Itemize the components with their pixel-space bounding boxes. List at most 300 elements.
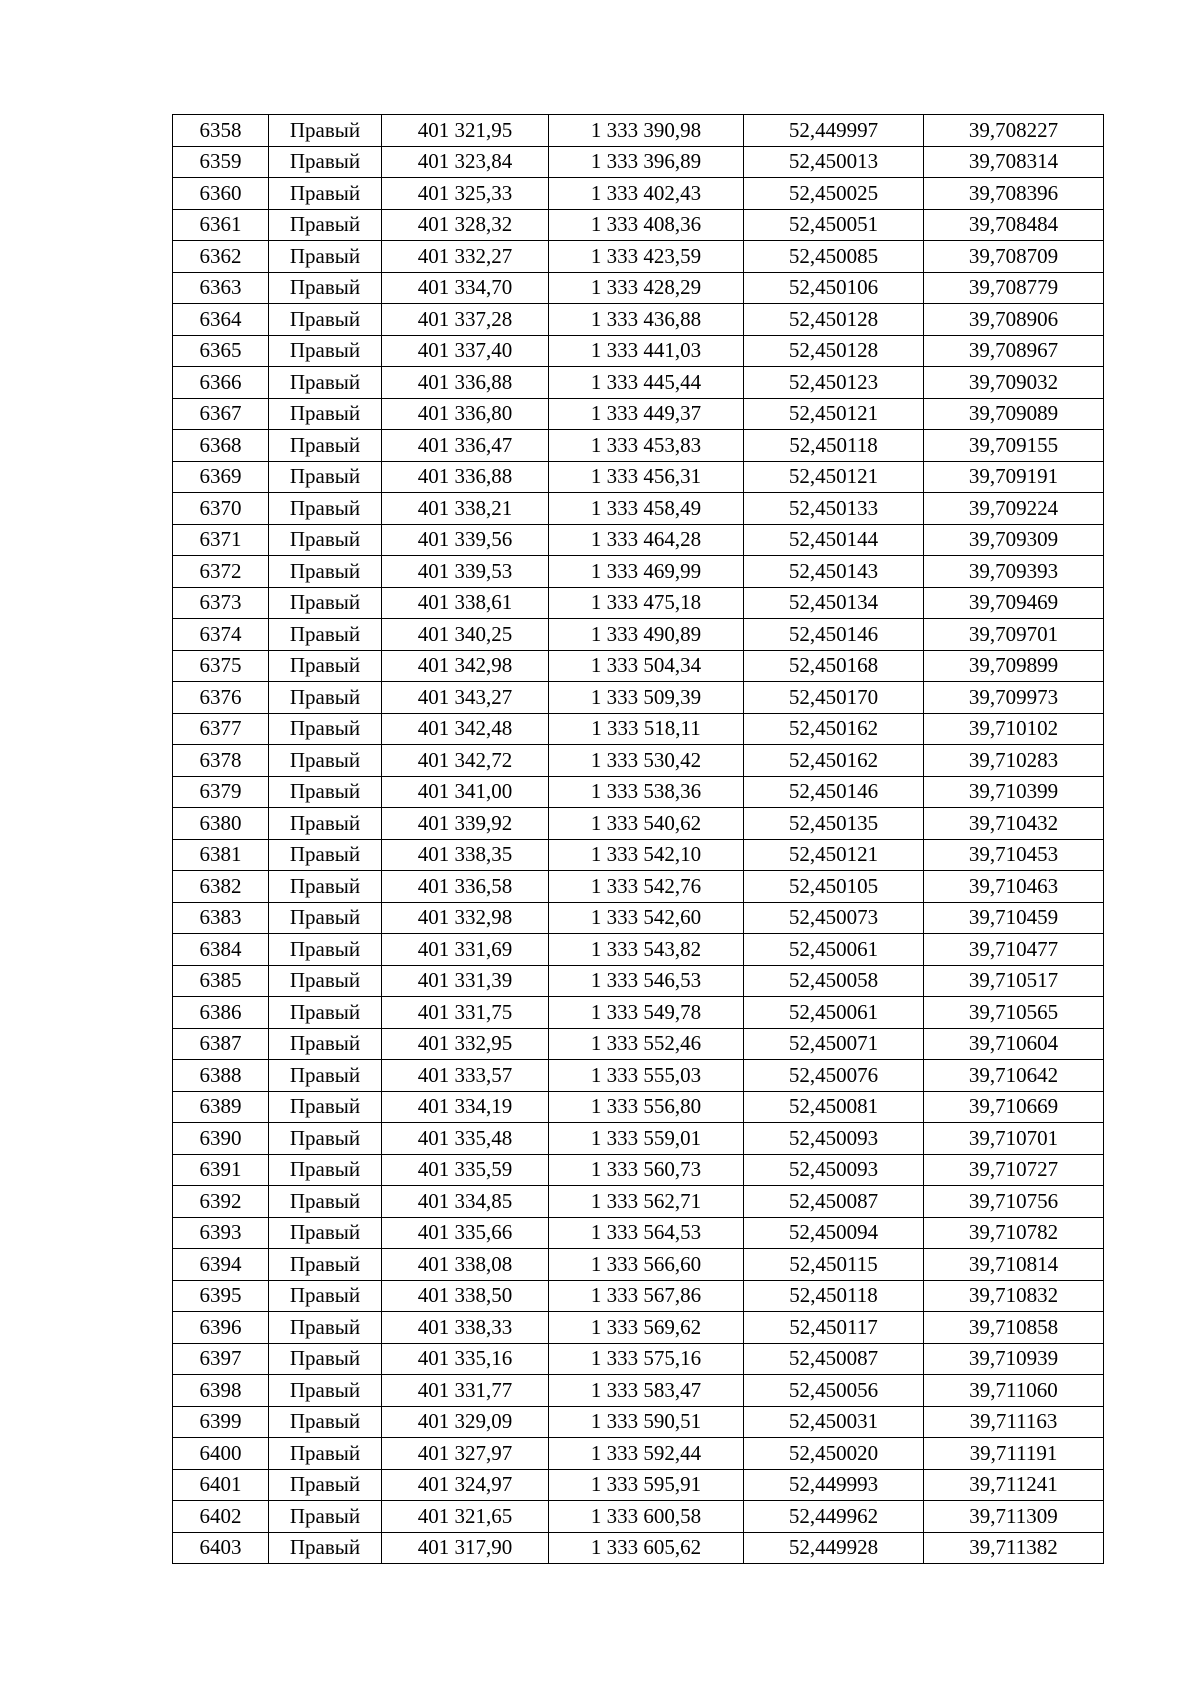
table-row	[173, 965, 1104, 997]
table-row	[173, 1280, 1104, 1312]
table-row	[173, 997, 1104, 1029]
x-coordinate-cell: 401 338,50	[382, 1280, 549, 1312]
latitude-cell: 52,449997	[744, 115, 924, 147]
longitude-cell: 39,710939	[924, 1343, 1104, 1375]
point-number-cell: 6359	[173, 146, 269, 178]
y-coordinate-cell: 1 333 540,62	[549, 808, 744, 840]
side-cell: Правый	[269, 272, 382, 304]
y-coordinate-cell: 1 333 509,39	[549, 682, 744, 714]
point-number-cell: 6389	[173, 1091, 269, 1123]
point-number-cell: 6403	[173, 1532, 269, 1564]
side-cell: Правый	[269, 871, 382, 903]
longitude-cell: 39,710517	[924, 965, 1104, 997]
side-cell: Правый	[269, 839, 382, 871]
longitude-cell: 39,711382	[924, 1532, 1104, 1564]
y-coordinate-cell: 1 333 445,44	[549, 367, 744, 399]
table-row	[173, 1123, 1104, 1155]
x-coordinate-cell: 401 321,65	[382, 1501, 549, 1533]
table-row	[173, 619, 1104, 651]
longitude-cell: 39,708779	[924, 272, 1104, 304]
x-coordinate-cell: 401 335,48	[382, 1123, 549, 1155]
point-number-cell: 6373	[173, 587, 269, 619]
latitude-cell: 52,450133	[744, 493, 924, 525]
table-row	[173, 934, 1104, 966]
y-coordinate-cell: 1 333 556,80	[549, 1091, 744, 1123]
point-number-cell: 6367	[173, 398, 269, 430]
point-number-cell: 6376	[173, 682, 269, 714]
table-row	[173, 745, 1104, 777]
x-coordinate-cell: 401 317,90	[382, 1532, 549, 1564]
longitude-cell: 39,709973	[924, 682, 1104, 714]
longitude-cell: 39,710432	[924, 808, 1104, 840]
y-coordinate-cell: 1 333 595,91	[549, 1469, 744, 1501]
longitude-cell: 39,708484	[924, 209, 1104, 241]
point-number-cell: 6383	[173, 902, 269, 934]
latitude-cell: 52,450146	[744, 619, 924, 651]
longitude-cell: 39,710727	[924, 1154, 1104, 1186]
latitude-cell: 52,450123	[744, 367, 924, 399]
longitude-cell: 39,710604	[924, 1028, 1104, 1060]
longitude-cell: 39,709191	[924, 461, 1104, 493]
x-coordinate-cell: 401 332,98	[382, 902, 549, 934]
longitude-cell: 39,711191	[924, 1438, 1104, 1470]
latitude-cell: 52,450121	[744, 461, 924, 493]
table-row	[173, 1060, 1104, 1092]
side-cell: Правый	[269, 398, 382, 430]
side-cell: Правый	[269, 902, 382, 934]
point-number-cell: 6400	[173, 1438, 269, 1470]
point-number-cell: 6368	[173, 430, 269, 462]
longitude-cell: 39,710814	[924, 1249, 1104, 1281]
longitude-cell: 39,710565	[924, 997, 1104, 1029]
table-row	[173, 556, 1104, 588]
x-coordinate-cell: 401 331,75	[382, 997, 549, 1029]
longitude-cell: 39,709469	[924, 587, 1104, 619]
latitude-cell: 52,450031	[744, 1406, 924, 1438]
longitude-cell: 39,708396	[924, 178, 1104, 210]
longitude-cell: 39,708227	[924, 115, 1104, 147]
latitude-cell: 52,450162	[744, 713, 924, 745]
y-coordinate-cell: 1 333 600,58	[549, 1501, 744, 1533]
table-row	[173, 115, 1104, 147]
table-row	[173, 493, 1104, 525]
table-row	[173, 1186, 1104, 1218]
side-cell: Правый	[269, 745, 382, 777]
y-coordinate-cell: 1 333 428,29	[549, 272, 744, 304]
longitude-cell: 39,709701	[924, 619, 1104, 651]
longitude-cell: 39,711060	[924, 1375, 1104, 1407]
side-cell: Правый	[269, 776, 382, 808]
side-cell: Правый	[269, 241, 382, 273]
side-cell: Правый	[269, 115, 382, 147]
longitude-cell: 39,708906	[924, 304, 1104, 336]
x-coordinate-cell: 401 336,58	[382, 871, 549, 903]
latitude-cell: 52,450051	[744, 209, 924, 241]
side-cell: Правый	[269, 1154, 382, 1186]
latitude-cell: 52,450073	[744, 902, 924, 934]
x-coordinate-cell: 401 325,33	[382, 178, 549, 210]
y-coordinate-cell: 1 333 396,89	[549, 146, 744, 178]
point-number-cell: 6402	[173, 1501, 269, 1533]
point-number-cell: 6371	[173, 524, 269, 556]
point-number-cell: 6361	[173, 209, 269, 241]
y-coordinate-cell: 1 333 490,89	[549, 619, 744, 651]
table-row	[173, 1154, 1104, 1186]
y-coordinate-cell: 1 333 566,60	[549, 1249, 744, 1281]
table-row	[173, 650, 1104, 682]
latitude-cell: 52,450118	[744, 430, 924, 462]
table-row	[173, 398, 1104, 430]
table-row	[173, 1501, 1104, 1533]
table-row	[173, 1091, 1104, 1123]
latitude-cell: 52,450118	[744, 1280, 924, 1312]
longitude-cell: 39,710453	[924, 839, 1104, 871]
point-number-cell: 6360	[173, 178, 269, 210]
longitude-cell: 39,708314	[924, 146, 1104, 178]
latitude-cell: 52,450013	[744, 146, 924, 178]
point-number-cell: 6379	[173, 776, 269, 808]
side-cell: Правый	[269, 1343, 382, 1375]
y-coordinate-cell: 1 333 402,43	[549, 178, 744, 210]
side-cell: Правый	[269, 1438, 382, 1470]
table-row	[173, 304, 1104, 336]
side-cell: Правый	[269, 367, 382, 399]
longitude-cell: 39,708709	[924, 241, 1104, 273]
x-coordinate-cell: 401 337,28	[382, 304, 549, 336]
y-coordinate-cell: 1 333 590,51	[549, 1406, 744, 1438]
y-coordinate-cell: 1 333 552,46	[549, 1028, 744, 1060]
x-coordinate-cell: 401 329,09	[382, 1406, 549, 1438]
point-number-cell: 6364	[173, 304, 269, 336]
latitude-cell: 52,450134	[744, 587, 924, 619]
x-coordinate-cell: 401 342,48	[382, 713, 549, 745]
y-coordinate-cell: 1 333 559,01	[549, 1123, 744, 1155]
latitude-cell: 52,450106	[744, 272, 924, 304]
longitude-cell: 39,711163	[924, 1406, 1104, 1438]
coordinates-table-body	[173, 115, 1104, 1564]
x-coordinate-cell: 401 341,00	[382, 776, 549, 808]
side-cell: Правый	[269, 713, 382, 745]
latitude-cell: 52,450143	[744, 556, 924, 588]
point-number-cell: 6377	[173, 713, 269, 745]
latitude-cell: 52,450144	[744, 524, 924, 556]
side-cell: Правый	[269, 1501, 382, 1533]
table-row	[173, 367, 1104, 399]
y-coordinate-cell: 1 333 538,36	[549, 776, 744, 808]
x-coordinate-cell: 401 327,97	[382, 1438, 549, 1470]
y-coordinate-cell: 1 333 605,62	[549, 1532, 744, 1564]
y-coordinate-cell: 1 333 449,37	[549, 398, 744, 430]
latitude-cell: 52,450093	[744, 1154, 924, 1186]
longitude-cell: 39,710459	[924, 902, 1104, 934]
latitude-cell: 52,450058	[744, 965, 924, 997]
latitude-cell: 52,450087	[744, 1186, 924, 1218]
point-number-cell: 6375	[173, 650, 269, 682]
table-row	[173, 871, 1104, 903]
point-number-cell: 6385	[173, 965, 269, 997]
point-number-cell: 6390	[173, 1123, 269, 1155]
latitude-cell: 52,450071	[744, 1028, 924, 1060]
latitude-cell: 52,450105	[744, 871, 924, 903]
point-number-cell: 6370	[173, 493, 269, 525]
table-row	[173, 146, 1104, 178]
table-row	[173, 272, 1104, 304]
table-row	[173, 524, 1104, 556]
x-coordinate-cell: 401 323,84	[382, 146, 549, 178]
longitude-cell: 39,709155	[924, 430, 1104, 462]
side-cell: Правый	[269, 1469, 382, 1501]
x-coordinate-cell: 401 342,98	[382, 650, 549, 682]
latitude-cell: 52,450146	[744, 776, 924, 808]
point-number-cell: 6362	[173, 241, 269, 273]
y-coordinate-cell: 1 333 583,47	[549, 1375, 744, 1407]
x-coordinate-cell: 401 332,95	[382, 1028, 549, 1060]
x-coordinate-cell: 401 334,70	[382, 272, 549, 304]
point-number-cell: 6392	[173, 1186, 269, 1218]
latitude-cell: 52,450076	[744, 1060, 924, 1092]
side-cell: Правый	[269, 650, 382, 682]
y-coordinate-cell: 1 333 436,88	[549, 304, 744, 336]
x-coordinate-cell: 401 338,61	[382, 587, 549, 619]
y-coordinate-cell: 1 333 475,18	[549, 587, 744, 619]
table-row	[173, 1028, 1104, 1060]
table-row	[173, 241, 1104, 273]
y-coordinate-cell: 1 333 458,49	[549, 493, 744, 525]
x-coordinate-cell: 401 335,66	[382, 1217, 549, 1249]
table-row	[173, 587, 1104, 619]
side-cell: Правый	[269, 524, 382, 556]
latitude-cell: 52,450061	[744, 997, 924, 1029]
side-cell: Правый	[269, 1532, 382, 1564]
side-cell: Правый	[269, 1280, 382, 1312]
longitude-cell: 39,710642	[924, 1060, 1104, 1092]
y-coordinate-cell: 1 333 542,60	[549, 902, 744, 934]
x-coordinate-cell: 401 338,35	[382, 839, 549, 871]
x-coordinate-cell: 401 343,27	[382, 682, 549, 714]
x-coordinate-cell: 401 339,53	[382, 556, 549, 588]
longitude-cell: 39,710701	[924, 1123, 1104, 1155]
longitude-cell: 39,709393	[924, 556, 1104, 588]
latitude-cell: 52,450162	[744, 745, 924, 777]
table-row	[173, 430, 1104, 462]
side-cell: Правый	[269, 1217, 382, 1249]
x-coordinate-cell: 401 336,88	[382, 367, 549, 399]
side-cell: Правый	[269, 146, 382, 178]
side-cell: Правый	[269, 1091, 382, 1123]
x-coordinate-cell: 401 338,33	[382, 1312, 549, 1344]
coordinates-table	[172, 114, 1104, 1564]
x-coordinate-cell: 401 321,95	[382, 115, 549, 147]
latitude-cell: 52,450117	[744, 1312, 924, 1344]
side-cell: Правый	[269, 965, 382, 997]
x-coordinate-cell: 401 331,69	[382, 934, 549, 966]
x-coordinate-cell: 401 339,56	[382, 524, 549, 556]
y-coordinate-cell: 1 333 569,62	[549, 1312, 744, 1344]
table-row	[173, 178, 1104, 210]
y-coordinate-cell: 1 333 567,86	[549, 1280, 744, 1312]
latitude-cell: 52,450128	[744, 335, 924, 367]
table-row	[173, 682, 1104, 714]
table-row	[173, 1438, 1104, 1470]
table-row	[173, 209, 1104, 241]
longitude-cell: 39,710102	[924, 713, 1104, 745]
longitude-cell: 39,709899	[924, 650, 1104, 682]
point-number-cell: 6397	[173, 1343, 269, 1375]
y-coordinate-cell: 1 333 504,34	[549, 650, 744, 682]
table-row	[173, 1249, 1104, 1281]
y-coordinate-cell: 1 333 453,83	[549, 430, 744, 462]
y-coordinate-cell: 1 333 464,28	[549, 524, 744, 556]
y-coordinate-cell: 1 333 441,03	[549, 335, 744, 367]
table-row	[173, 461, 1104, 493]
x-coordinate-cell: 401 335,16	[382, 1343, 549, 1375]
x-coordinate-cell: 401 336,80	[382, 398, 549, 430]
table-row	[173, 1406, 1104, 1438]
side-cell: Правый	[269, 587, 382, 619]
y-coordinate-cell: 1 333 408,36	[549, 209, 744, 241]
x-coordinate-cell: 401 334,85	[382, 1186, 549, 1218]
table-row	[173, 713, 1104, 745]
side-cell: Правый	[269, 808, 382, 840]
side-cell: Правый	[269, 493, 382, 525]
longitude-cell: 39,709032	[924, 367, 1104, 399]
side-cell: Правый	[269, 1123, 382, 1155]
point-number-cell: 6363	[173, 272, 269, 304]
y-coordinate-cell: 1 333 530,42	[549, 745, 744, 777]
latitude-cell: 52,450121	[744, 839, 924, 871]
point-number-cell: 6398	[173, 1375, 269, 1407]
point-number-cell: 6394	[173, 1249, 269, 1281]
side-cell: Правый	[269, 556, 382, 588]
y-coordinate-cell: 1 333 575,16	[549, 1343, 744, 1375]
point-number-cell: 6396	[173, 1312, 269, 1344]
side-cell: Правый	[269, 997, 382, 1029]
y-coordinate-cell: 1 333 555,03	[549, 1060, 744, 1092]
longitude-cell: 39,708967	[924, 335, 1104, 367]
y-coordinate-cell: 1 333 564,53	[549, 1217, 744, 1249]
longitude-cell: 39,710399	[924, 776, 1104, 808]
point-number-cell: 6401	[173, 1469, 269, 1501]
longitude-cell: 39,710463	[924, 871, 1104, 903]
latitude-cell: 52,449962	[744, 1501, 924, 1533]
side-cell: Правый	[269, 209, 382, 241]
latitude-cell: 52,450061	[744, 934, 924, 966]
side-cell: Правый	[269, 619, 382, 651]
longitude-cell: 39,710477	[924, 934, 1104, 966]
x-coordinate-cell: 401 328,32	[382, 209, 549, 241]
point-number-cell: 6387	[173, 1028, 269, 1060]
latitude-cell: 52,450085	[744, 241, 924, 273]
table-row	[173, 1469, 1104, 1501]
x-coordinate-cell: 401 336,88	[382, 461, 549, 493]
point-number-cell: 6393	[173, 1217, 269, 1249]
y-coordinate-cell: 1 333 592,44	[549, 1438, 744, 1470]
x-coordinate-cell: 401 338,08	[382, 1249, 549, 1281]
x-coordinate-cell: 401 339,92	[382, 808, 549, 840]
table-row	[173, 1343, 1104, 1375]
latitude-cell: 52,450020	[744, 1438, 924, 1470]
side-cell: Правый	[269, 430, 382, 462]
y-coordinate-cell: 1 333 518,11	[549, 713, 744, 745]
table-row	[173, 1312, 1104, 1344]
latitude-cell: 52,450135	[744, 808, 924, 840]
x-coordinate-cell: 401 331,39	[382, 965, 549, 997]
point-number-cell: 6374	[173, 619, 269, 651]
latitude-cell: 52,450128	[744, 304, 924, 336]
table-row	[173, 335, 1104, 367]
latitude-cell: 52,450168	[744, 650, 924, 682]
longitude-cell: 39,711241	[924, 1469, 1104, 1501]
table-row	[173, 1217, 1104, 1249]
y-coordinate-cell: 1 333 542,76	[549, 871, 744, 903]
side-cell: Правый	[269, 1186, 382, 1218]
longitude-cell: 39,710832	[924, 1280, 1104, 1312]
point-number-cell: 6378	[173, 745, 269, 777]
point-number-cell: 6358	[173, 115, 269, 147]
x-coordinate-cell: 401 324,97	[382, 1469, 549, 1501]
side-cell: Правый	[269, 1028, 382, 1060]
side-cell: Правый	[269, 304, 382, 336]
x-coordinate-cell: 401 335,59	[382, 1154, 549, 1186]
point-number-cell: 6372	[173, 556, 269, 588]
y-coordinate-cell: 1 333 542,10	[549, 839, 744, 871]
point-number-cell: 6369	[173, 461, 269, 493]
point-number-cell: 6386	[173, 997, 269, 1029]
latitude-cell: 52,450056	[744, 1375, 924, 1407]
x-coordinate-cell: 401 333,57	[382, 1060, 549, 1092]
side-cell: Правый	[269, 682, 382, 714]
longitude-cell: 39,709089	[924, 398, 1104, 430]
longitude-cell: 39,710669	[924, 1091, 1104, 1123]
side-cell: Правый	[269, 461, 382, 493]
side-cell: Правый	[269, 1406, 382, 1438]
side-cell: Правый	[269, 934, 382, 966]
x-coordinate-cell: 401 336,47	[382, 430, 549, 462]
latitude-cell: 52,450087	[744, 1343, 924, 1375]
longitude-cell: 39,711309	[924, 1501, 1104, 1533]
x-coordinate-cell: 401 331,77	[382, 1375, 549, 1407]
point-number-cell: 6395	[173, 1280, 269, 1312]
point-number-cell: 6366	[173, 367, 269, 399]
y-coordinate-cell: 1 333 390,98	[549, 115, 744, 147]
x-coordinate-cell: 401 337,40	[382, 335, 549, 367]
point-number-cell: 6384	[173, 934, 269, 966]
latitude-cell: 52,450170	[744, 682, 924, 714]
latitude-cell: 52,450094	[744, 1217, 924, 1249]
latitude-cell: 52,450115	[744, 1249, 924, 1281]
side-cell: Правый	[269, 1060, 382, 1092]
side-cell: Правый	[269, 1312, 382, 1344]
point-number-cell: 6381	[173, 839, 269, 871]
point-number-cell: 6365	[173, 335, 269, 367]
longitude-cell: 39,710858	[924, 1312, 1104, 1344]
point-number-cell: 6388	[173, 1060, 269, 1092]
table-row	[173, 776, 1104, 808]
point-number-cell: 6391	[173, 1154, 269, 1186]
y-coordinate-cell: 1 333 456,31	[549, 461, 744, 493]
y-coordinate-cell: 1 333 543,82	[549, 934, 744, 966]
side-cell: Правый	[269, 1375, 382, 1407]
y-coordinate-cell: 1 333 549,78	[549, 997, 744, 1029]
latitude-cell: 52,449993	[744, 1469, 924, 1501]
x-coordinate-cell: 401 340,25	[382, 619, 549, 651]
latitude-cell: 52,450121	[744, 398, 924, 430]
latitude-cell: 52,450081	[744, 1091, 924, 1123]
table-row	[173, 1532, 1104, 1564]
point-number-cell: 6380	[173, 808, 269, 840]
x-coordinate-cell: 401 332,27	[382, 241, 549, 273]
table-row	[173, 839, 1104, 871]
